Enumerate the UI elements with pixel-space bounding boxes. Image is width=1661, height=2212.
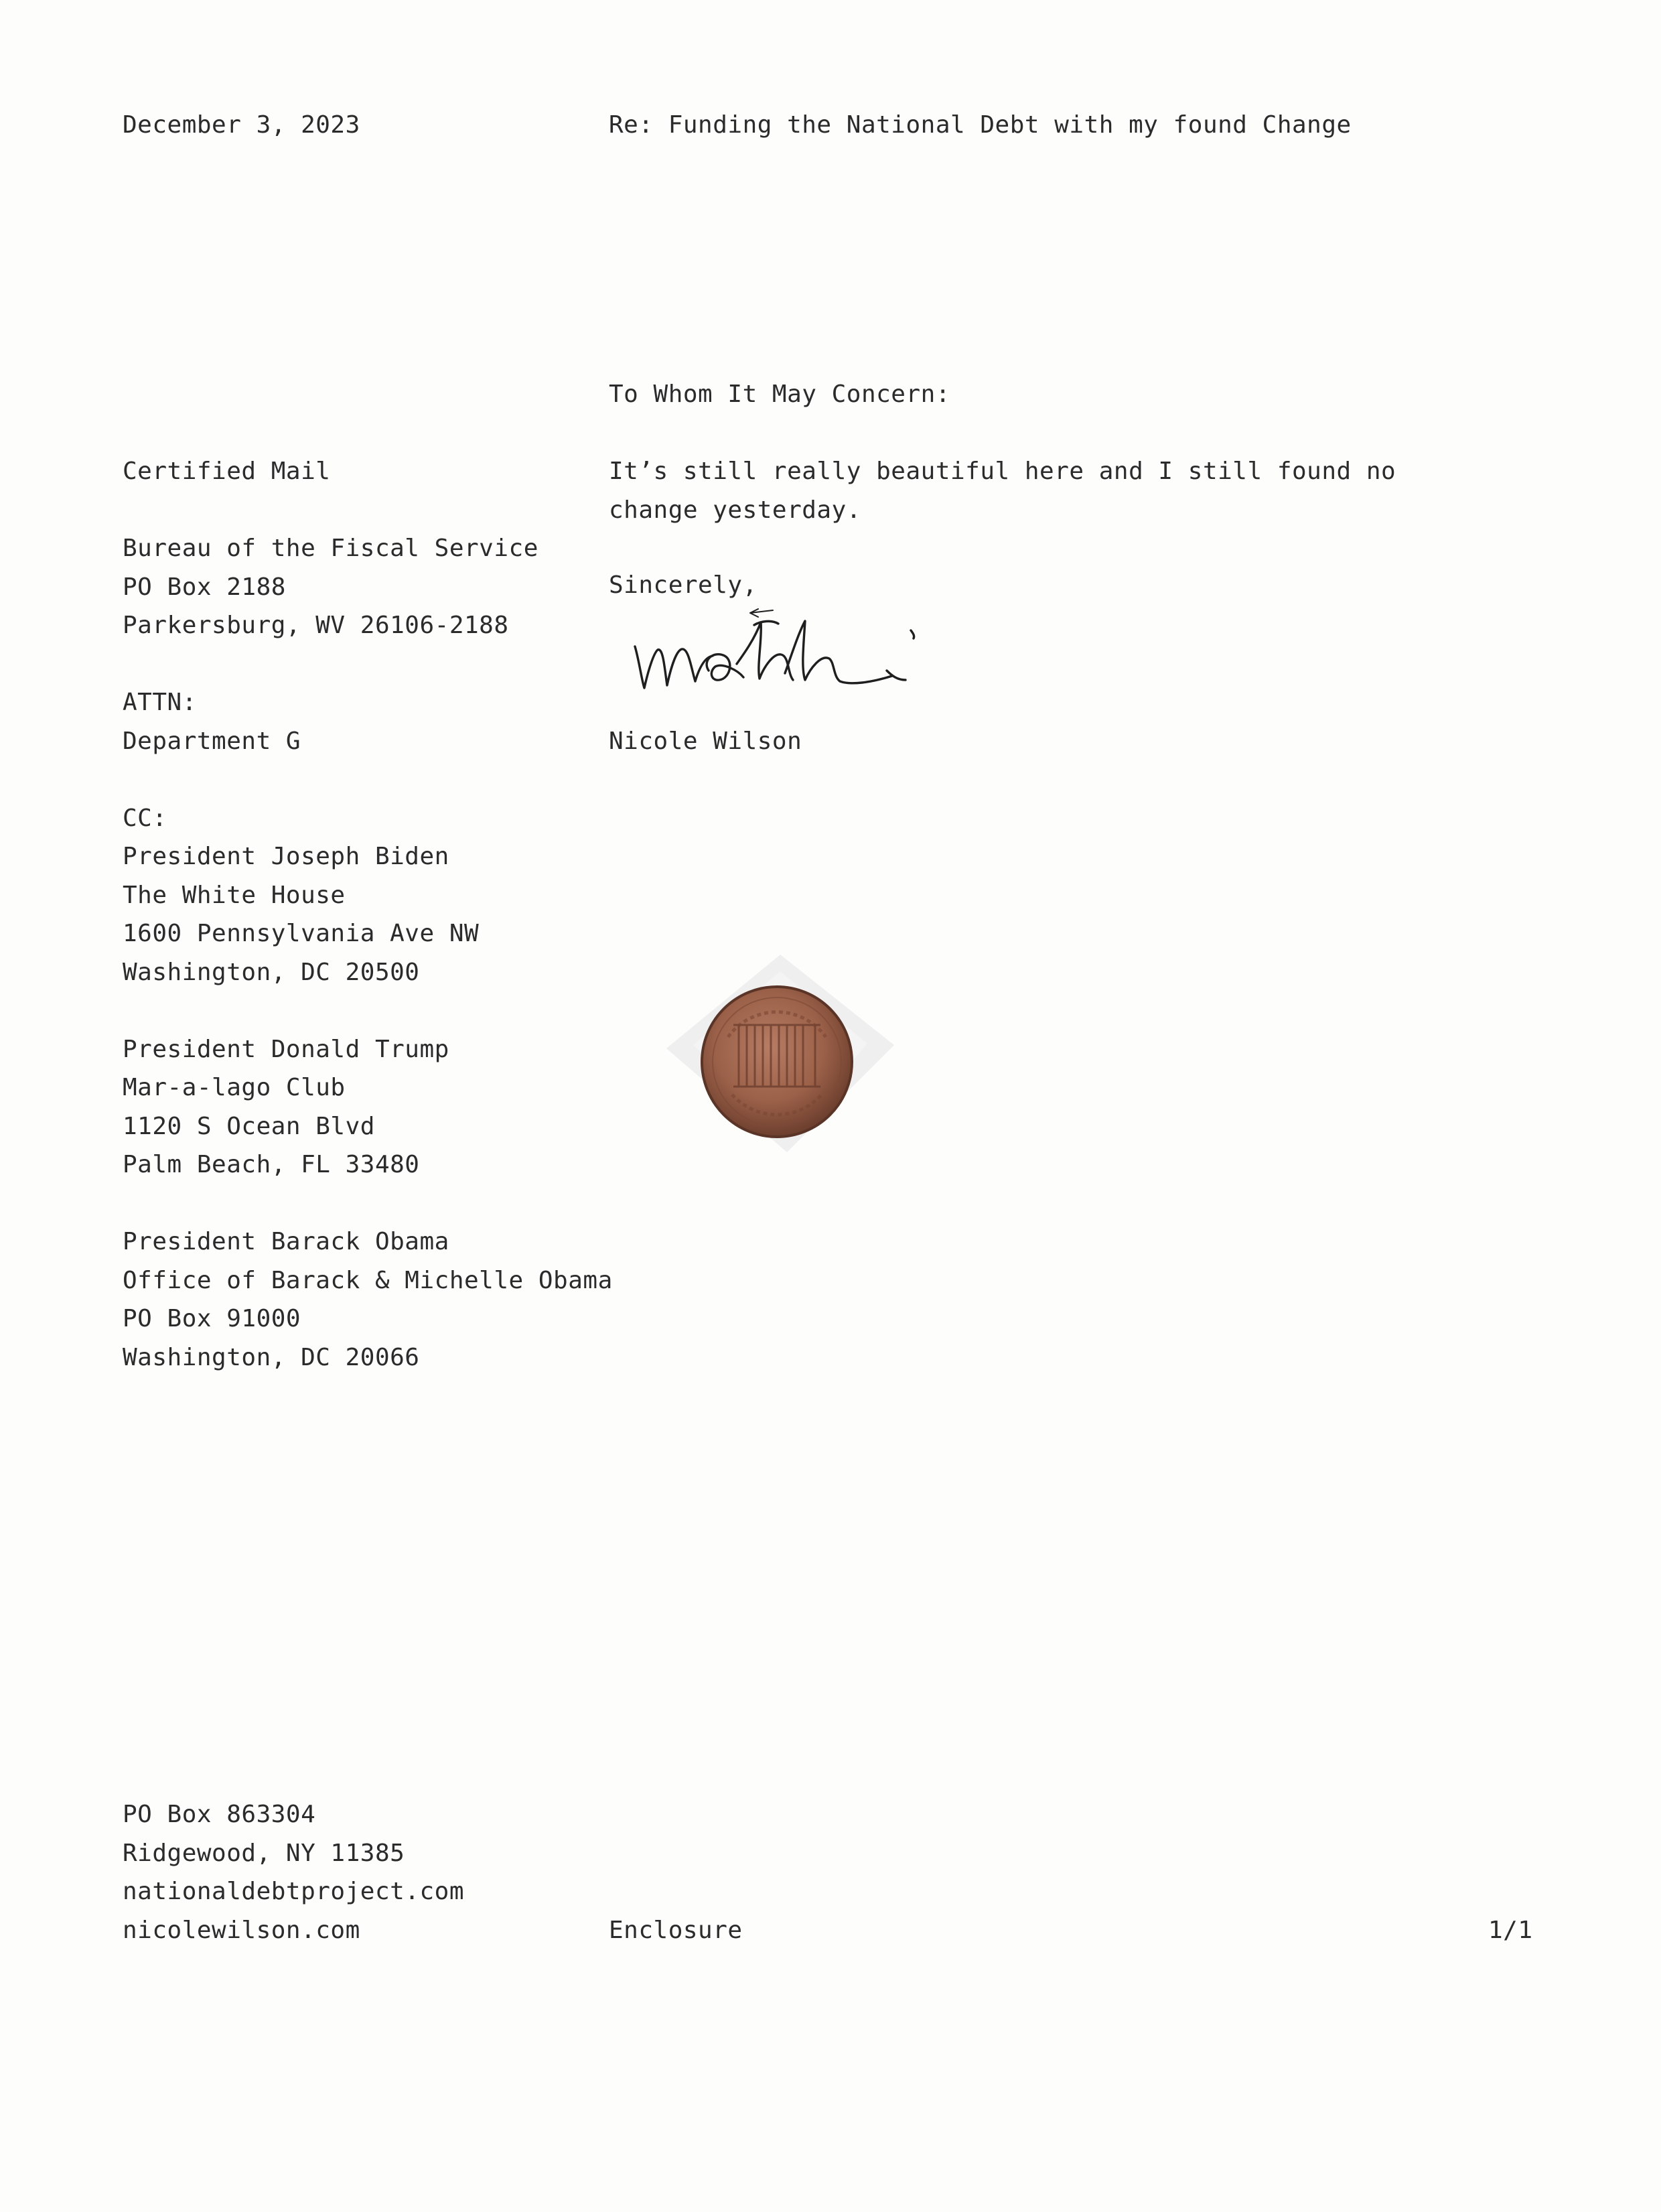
cc-trump-org: Mar-a-lago Club [123,1074,346,1101]
letter-date: December 3, 2023 [123,111,360,139]
sender-po-box: PO Box 863304 [123,1801,316,1828]
cc-trump-street: 1120 S Ocean Blvd [123,1112,375,1140]
cc-obama-name: President Barack Obama [123,1228,449,1255]
cc-obama-city: Washington, DC 20066 [123,1343,420,1371]
delivery-method: Certified Mail [123,458,331,485]
cc-biden-org: The White House [123,881,346,909]
letter-subject: Re: Funding the National Debt with my found Change [609,111,1352,139]
cc-obama-street: PO Box 91000 [123,1305,301,1332]
penny-icon [653,951,901,1172]
recipient-city: Parkersburg, WV 26106-2188 [123,612,509,639]
signature-icon [630,606,951,707]
attn-label: ATTN: [123,689,197,716]
salutation: To Whom It May Concern: [609,381,950,408]
cc-biden-city: Washington, DC 20500 [123,958,420,986]
cc-trump-city: Palm Beach, FL 33480 [123,1151,420,1178]
cc-label: CC: [123,804,167,832]
recipient-name: Bureau of the Fiscal Service [123,535,538,562]
attn-department: Department G [123,727,301,755]
cc-obama-org: Office of Barack & Michelle Obama [123,1266,613,1294]
letter-body: It’s still really beautiful here and I still found no change yesterday. [609,458,1396,524]
recipient-po-box: PO Box 2188 [123,573,286,601]
sender-address [123,1795,464,1949]
cc-biden-street: 1600 Pennsylvania Ave NW [123,920,480,947]
closing: Sincerely, [609,571,757,599]
sender-city: Ridgewood, NY 11385 [123,1839,405,1867]
address-column [123,452,613,1377]
cc-trump-name: President Donald Trump [123,1035,449,1063]
sender-website-personal: nicolewilson.com [123,1916,360,1944]
cc-biden-name: President Joseph Biden [123,843,449,870]
signer-name: Nicole Wilson [609,728,802,755]
enclosure-label: Enclosure [609,1917,743,1944]
sender-website-project: nationaldebtproject.com [123,1878,464,1905]
page-number: 1/1 [1488,1917,1533,1944]
